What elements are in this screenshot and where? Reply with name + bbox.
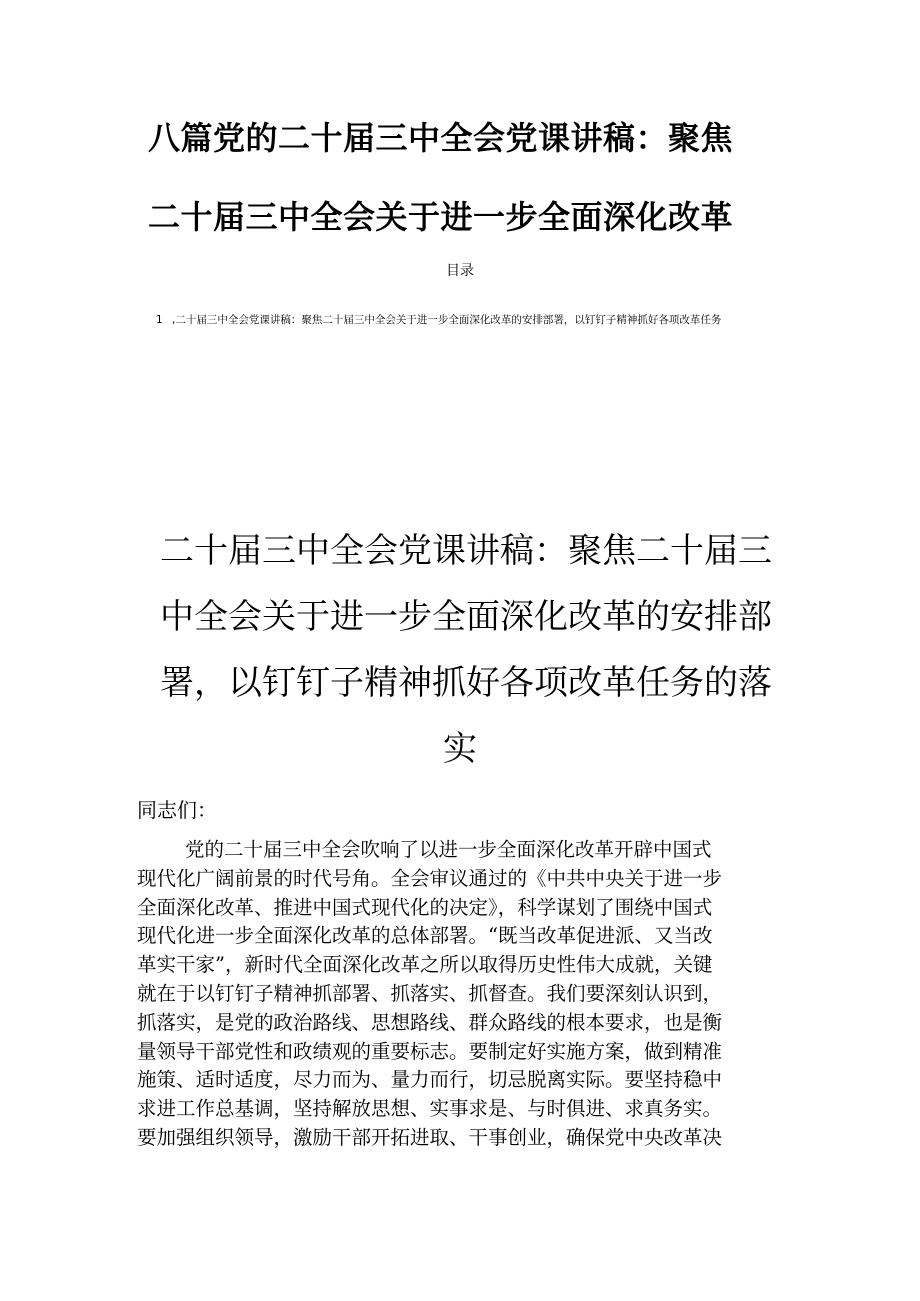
- paragraph-line: 党的二十届三中全会吹响了以进一步全面深化改革开辟中国式: [185, 838, 712, 861]
- paragraph-line: 现代化进一步全面深化改革的总体部署。“既当改革促进派、又当改: [137, 924, 713, 948]
- paragraph-line: 革实干家”，新时代全面深化改革之所以取得历史性伟大成就，关键: [137, 953, 713, 977]
- section-title-line-2: 中全会关于进一步全面深化改革的安排部: [160, 597, 772, 638]
- section-title-line-3: 署，以钉钉子精神抓好各项改革任务的落: [160, 663, 772, 704]
- section-title-line-4: 实: [443, 729, 477, 770]
- paragraph-line: 求进工作总基调，坚持解放思想、实事求是、与时俱进、求真务实。: [137, 1097, 723, 1121]
- toc-entry-number: 1: [156, 314, 163, 326]
- toc-entry-text: ,二十届三中全会党课讲稿：聚焦二十届三中全会关于进一步全面深化改革的安排部署，以钉钉子精神抓好各项改革任务: [172, 314, 722, 326]
- document-title-line-2: 二十届三中全会关于进一步全面深化改革: [148, 198, 734, 236]
- paragraph-line: 就在于以钉钉子精神抓部署、抓落实、抓督查。我们要深刻认识到，: [137, 981, 723, 1005]
- greeting: 同志们：: [137, 798, 217, 822]
- paragraph-line: 现代化广阔前景的时代号角。全会审议通过的《中共中央关于进一步: [137, 866, 723, 890]
- body-paragraph: [137, 836, 797, 1153]
- toc-heading: 目录: [446, 263, 474, 279]
- section-title-line-1: 二十届三中全会党课讲稿：聚焦二十届三: [160, 531, 772, 572]
- paragraph-line: 全面深化改革、推进中国式现代化的决定》，科学谋划了围绕中国式: [137, 895, 713, 919]
- document-title-line-1: 八篇党的二十届三中全会党课讲稿：聚焦: [148, 119, 734, 157]
- section-title: [160, 518, 772, 782]
- toc-entry[interactable]: [156, 313, 776, 327]
- paragraph-line: 要加强组织领导，激励干部开拓进取、干事创业，确保党中央改革决: [137, 1125, 723, 1149]
- paragraph-line: 量领导干部党性和政绩观的重要标志。要制定好实施方案，做到精准: [137, 1039, 723, 1063]
- paragraph-line: 抓落实，是党的政治路线、思想路线、群众路线的根本要求，也是衡: [137, 1010, 723, 1034]
- paragraph-line: 施策、适时适度，尽力而为、量力而行，切忌脱离实际。要坚持稳中: [137, 1068, 723, 1092]
